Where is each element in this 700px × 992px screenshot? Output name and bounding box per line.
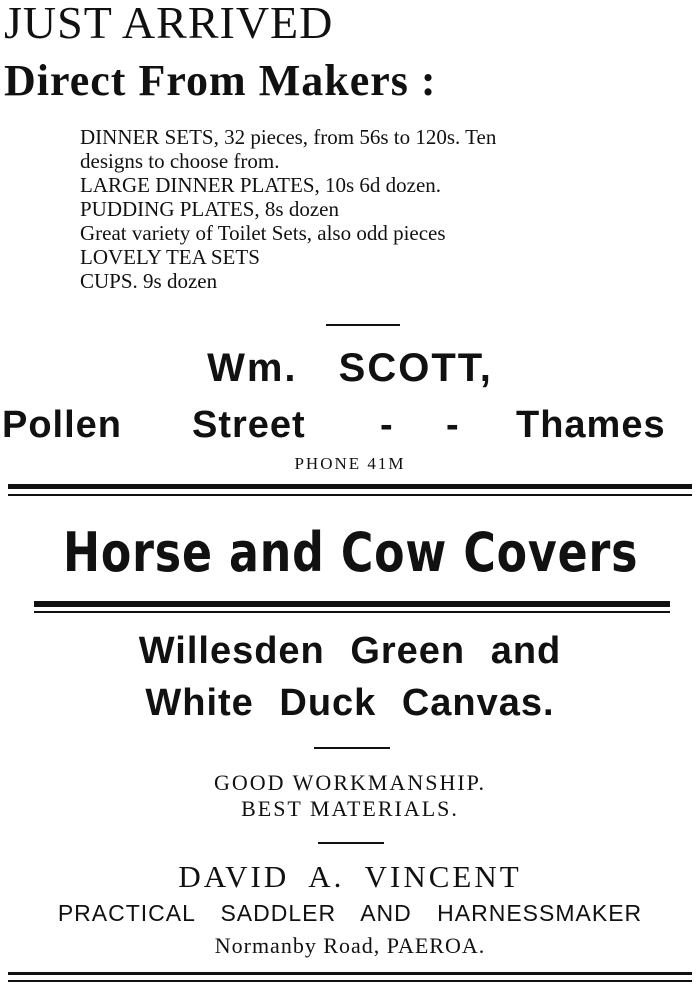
list-item: PUDDING PLATES, 8s dozen: [80, 197, 339, 221]
headline-underline-rule: [34, 611, 670, 613]
list-item: CUPS. 9s dozen: [80, 269, 218, 293]
scott-subheadline: Direct From Makers :: [4, 56, 437, 105]
bottom-rule: [8, 980, 692, 982]
vincent-material-line: White Duck Canvas.: [145, 682, 555, 724]
scott-merchant-name: Wm. SCOTT,: [207, 346, 493, 390]
bottom-rule: [8, 972, 692, 975]
list-item: LOVELY TEA SETS: [80, 245, 260, 269]
ad-separator-rule: [8, 484, 692, 489]
vincent-address: Normanby Road, PAEROA.: [214, 933, 486, 958]
vincent-material-line: Willesden Green and: [138, 630, 562, 672]
vincent-merchant-name: DAVID A. VINCENT: [178, 859, 522, 894]
address-dash: -: [380, 404, 394, 446]
list-item: DINNER SETS, 32 pieces, from 56s to 120s. Ten: [80, 125, 497, 149]
address-dash: -: [446, 404, 460, 446]
list-item: designs to choose from.: [80, 149, 280, 173]
scott-item-list: [80, 125, 700, 293]
vincent-headline: Horse and Cow Covers: [63, 521, 639, 584]
scott-phone: PHONE 41M: [294, 454, 406, 473]
short-divider: [314, 747, 390, 749]
address-street-type: Street: [192, 404, 306, 446]
list-item: LARGE DINNER PLATES, 10s 6d dozen.: [80, 173, 442, 197]
address-street-name: Pollen: [2, 404, 123, 446]
vincent-quality-line: BEST MATERIALS.: [241, 796, 459, 821]
short-divider: [326, 324, 400, 326]
list-item: Great variety of Toilet Sets, also odd pieces: [80, 221, 446, 245]
ad-separator-rule: [8, 494, 692, 496]
vincent-quality-line: GOOD WORKMANSHIP.: [214, 770, 486, 795]
scott-headline: JUST ARRIVED: [4, 0, 334, 48]
headline-underline-rule: [34, 601, 670, 607]
vincent-trade: PRACTICAL SADDLER AND HARNESSMAKER: [57, 900, 643, 926]
short-divider: [318, 842, 384, 844]
address-town: Thames: [516, 404, 666, 446]
